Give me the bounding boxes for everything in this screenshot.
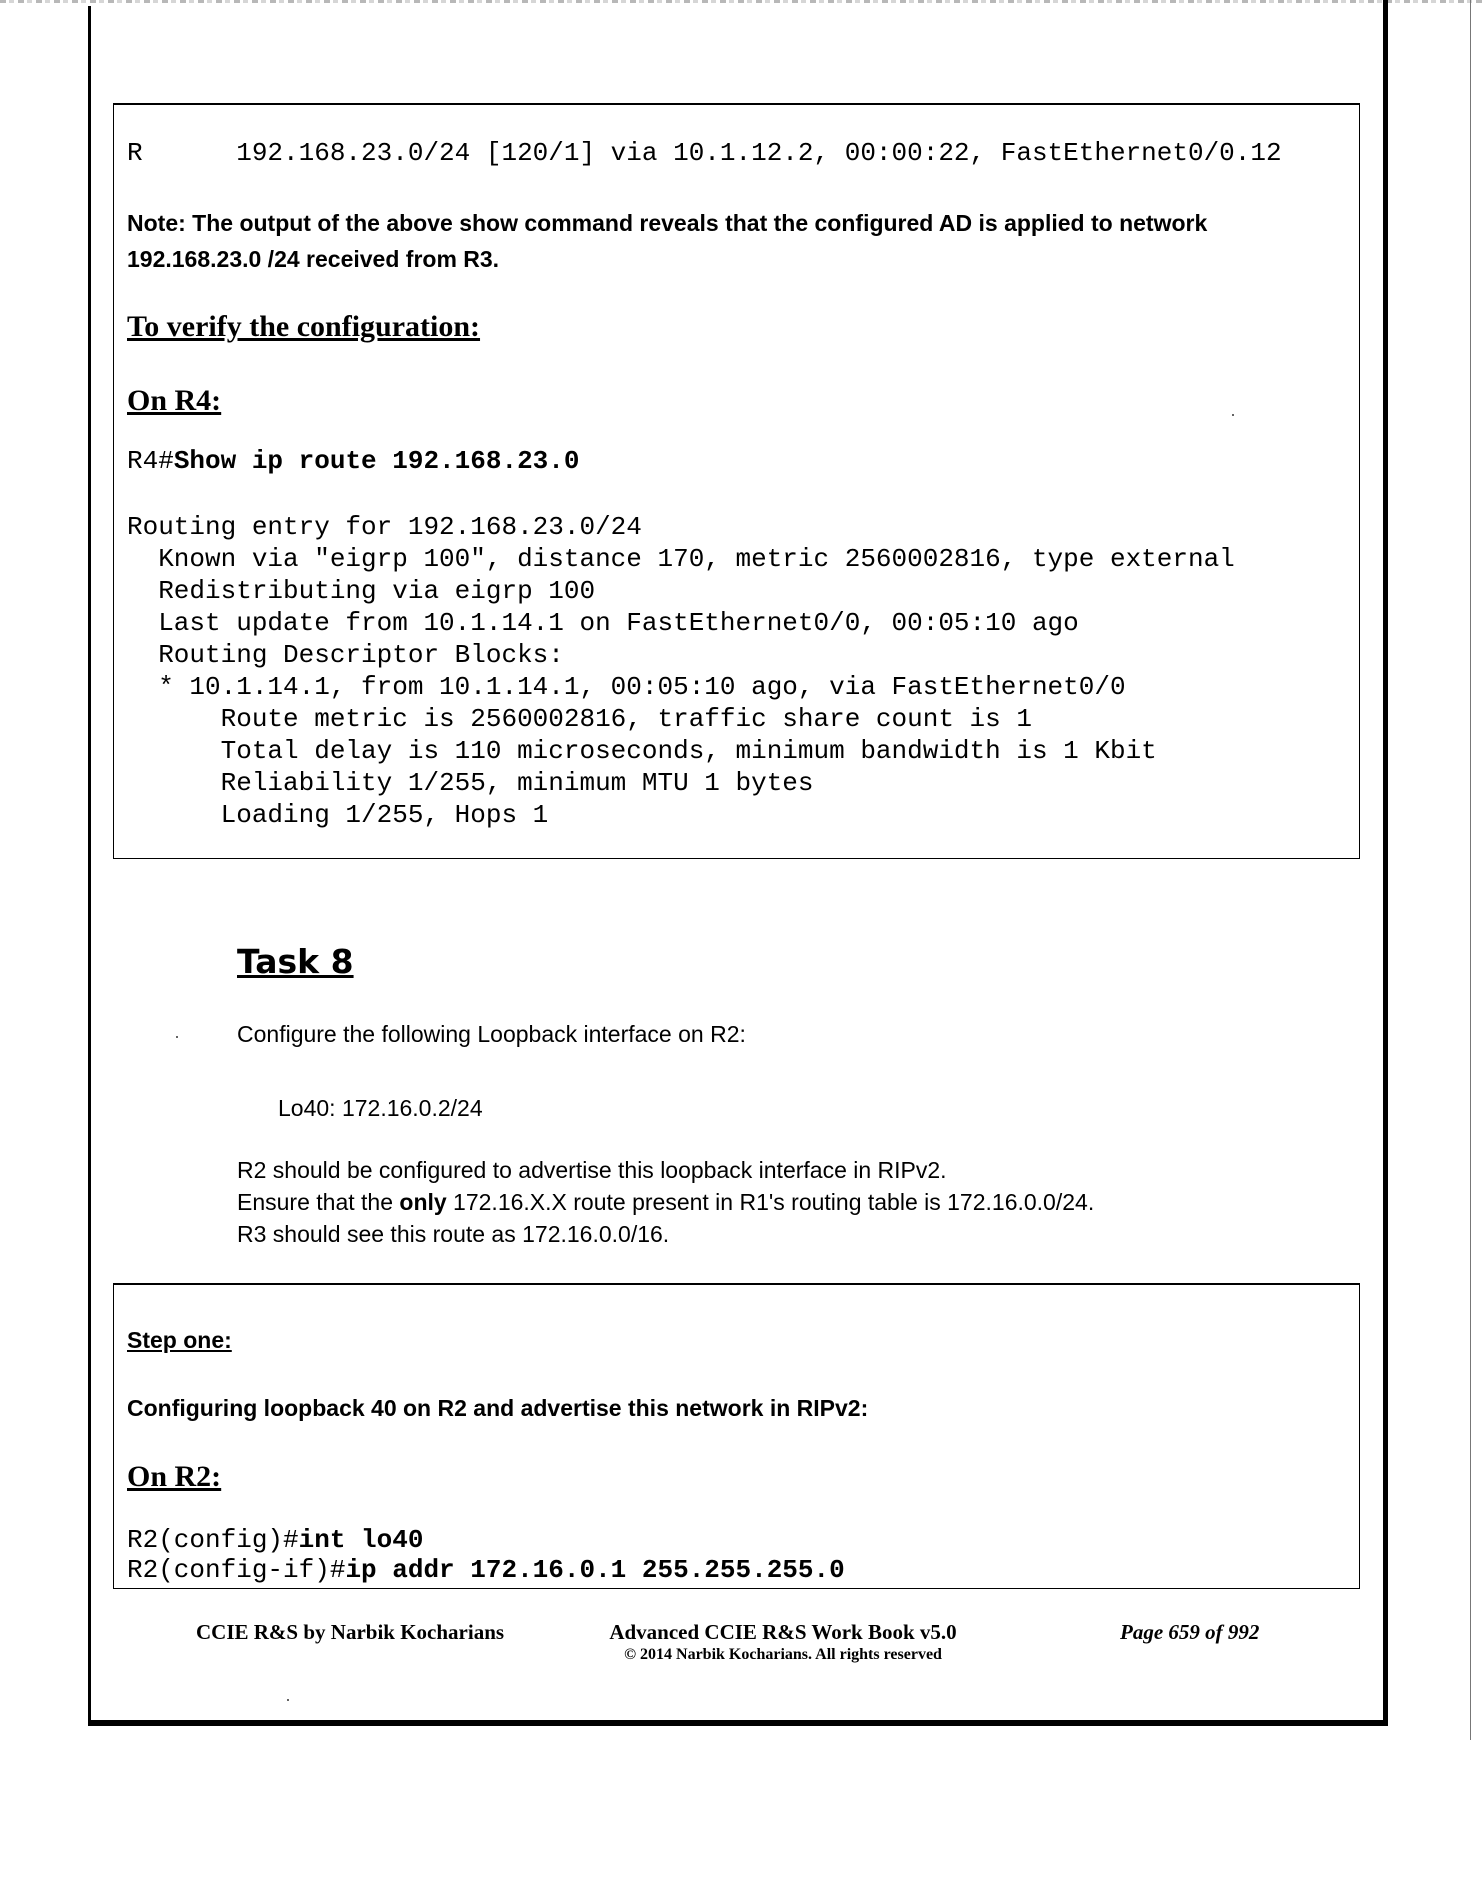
r4-command-line	[127, 445, 579, 477]
r2-prompt: R2(config-if)#	[127, 1555, 346, 1585]
verify-heading: To verify the configuration:	[127, 310, 481, 343]
page-frame-right	[1383, 0, 1388, 1726]
r2-command-1	[127, 1524, 423, 1556]
r2-prompt: R2(config)#	[127, 1525, 299, 1555]
output-line: Route metric is 2560002816, traffic share count is 1	[127, 704, 1032, 734]
scan-speck	[287, 1699, 289, 1701]
task-loopback: Lo40: 172.16.0.2/24	[278, 1095, 483, 1121]
req2-text: Ensure that the	[237, 1189, 400, 1215]
output-line: Routing Descriptor Blocks:	[127, 640, 564, 670]
scan-artifact-top	[0, 0, 1483, 3]
scan-speck	[1232, 414, 1234, 416]
req2-emphasis: only	[399, 1189, 447, 1215]
r4-prompt: R4#	[127, 446, 174, 476]
note-line-1: Note: The output of the above show command reveals that the configured AD is applied to network	[127, 210, 1208, 236]
r2-command-2	[127, 1554, 845, 1586]
footer-book-title: Advanced CCIE R&S Work Book v5.0	[609, 1620, 957, 1644]
req2-text-end: 172.16.X.X route present in R1's routing table is 172.16.0.0/24.	[446, 1189, 1095, 1215]
rip-route-line: R 192.168.23.0/24 [120/1] via 10.1.12.2, 00:00:22, FastEthernet0/0.12	[127, 138, 1282, 168]
output-line: Loading 1/255, Hops 1	[127, 800, 549, 830]
output-line: * 10.1.14.1, from 10.1.14.1, 00:05:10 ago, via FastEthernet0/0	[127, 672, 1126, 702]
footer-page-number: Page 659 of 992	[1120, 1620, 1260, 1644]
note-line-2: 192.168.23.0 /24 received from R3.	[127, 246, 500, 272]
output-line: Total delay is 110 microseconds, minimum bandwidth is 1 Kbit	[127, 736, 1157, 766]
footer-author: CCIE R&S by Narbik Kocharians	[196, 1620, 505, 1644]
on-r2-heading: On R2:	[127, 1460, 222, 1493]
r2-command: int lo40	[298, 1525, 424, 1555]
task-requirement-2	[237, 1186, 1094, 1218]
task-requirement-1: R2 should be configured to advertise this loopback interface in RIPv2.	[237, 1157, 947, 1183]
task-title: Task 8	[237, 942, 354, 981]
page-frame-left	[88, 6, 91, 1726]
scan-speck	[176, 1036, 178, 1038]
step-heading: Step one:	[127, 1327, 232, 1353]
r2-command: ip addr 172.16.0.1 255.255.255.0	[345, 1555, 845, 1585]
r4-command: Show ip route 192.168.23.0	[173, 446, 580, 476]
task-intro: Configure the following Loopback interface on R2:	[237, 1021, 746, 1047]
footer-copyright: © 2014 Narbik Kocharians. All rights reserved	[624, 1646, 942, 1663]
output-line: Last update from 10.1.14.1 on FastEthernet0/0, 00:05:10 ago	[127, 608, 1079, 638]
output-line: Reliability 1/255, minimum MTU 1 bytes	[127, 768, 814, 798]
page-edge-line	[1470, 0, 1471, 1740]
output-line: Routing entry for 192.168.23.0/24	[127, 512, 642, 542]
step-description: Configuring loopback 40 on R2 and advertise this network in RIPv2:	[127, 1395, 869, 1421]
task-requirement-3: R3 should see this route as 172.16.0.0/16.	[237, 1221, 670, 1247]
page-frame-bottom	[88, 1720, 1388, 1726]
on-r4-heading: On R4:	[127, 384, 222, 417]
output-line: Redistributing via eigrp 100	[127, 576, 596, 606]
output-line: Known via "eigrp 100", distance 170, metric 2560002816, type external	[127, 544, 1235, 574]
